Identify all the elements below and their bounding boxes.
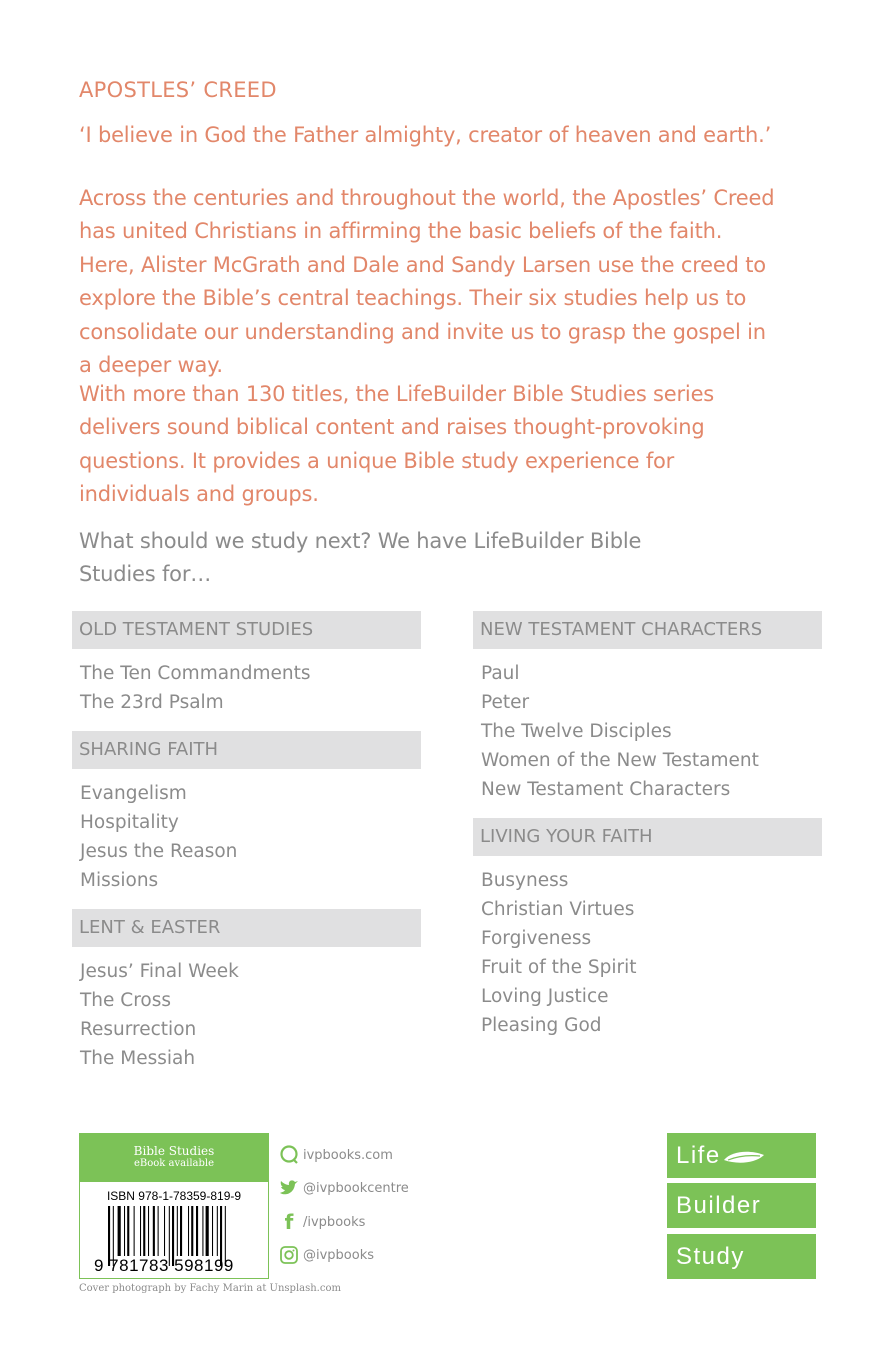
barcode-bar [188, 1206, 189, 1256]
study-title: Jesus the Reason [80, 841, 238, 862]
barcode-bar [191, 1206, 193, 1256]
study-title: Peter [481, 692, 530, 713]
barcode-bar [202, 1206, 203, 1256]
study-title: New Testament Characters [481, 779, 731, 800]
instagram-link[interactable] [279, 1245, 374, 1265]
instagram-handle: @ivpbooks [303, 1247, 375, 1263]
barcode-bar [206, 1206, 209, 1256]
barcode-bar [118, 1206, 121, 1256]
logo-study: Study [667, 1234, 816, 1279]
logo-life-text: Life [676, 1142, 721, 1169]
left-study-list [72, 611, 421, 1087]
barcode-bar [134, 1206, 135, 1256]
barcode-bar [124, 1206, 125, 1256]
facebook-link[interactable] [279, 1212, 365, 1232]
section-heading: LIVING YOUR FAITH [473, 818, 822, 856]
barcode-bar [164, 1206, 165, 1256]
study-list [473, 856, 822, 1054]
twitter-icon [279, 1178, 299, 1198]
study-title: Hospitality [80, 812, 179, 833]
barcode-bar [140, 1206, 141, 1256]
website-text: ivpbooks.com [303, 1147, 393, 1163]
barcode-bar [158, 1206, 159, 1256]
bible-studies-label: Bible Studies [133, 1144, 215, 1158]
study-title: The Messiah [80, 1048, 196, 1069]
study-title: Christian Virtues [481, 899, 635, 920]
study-title: The Ten Commandments [80, 663, 311, 684]
logo-life [667, 1133, 816, 1178]
study-next-paragraph: What should we study next? We have LifeBuilder Bible Studies for… [79, 529, 642, 587]
study-title: Women of the New Testament [481, 750, 759, 771]
study-title: Missions [80, 870, 159, 891]
study-title: Resurrection [80, 1019, 197, 1040]
study-list [72, 769, 421, 909]
barcode-number: 9 781783 598199 [94, 1256, 234, 1275]
study-title: Pleasing God [481, 1015, 602, 1036]
study-title: Paul [481, 663, 520, 684]
section-heading: OLD TESTAMENT STUDIES [72, 611, 421, 649]
ebook-banner [80, 1134, 268, 1182]
photo-credit: Cover photograph by Fachy Marin at Unsplash.com [79, 1283, 341, 1294]
study-title: The Twelve Disciples [481, 721, 672, 742]
logo-builder: Builder [667, 1183, 816, 1228]
barcode-bar [143, 1206, 145, 1256]
barcode-bar [148, 1206, 149, 1256]
website-link[interactable] [279, 1145, 393, 1165]
study-list [72, 649, 421, 731]
facebook-handle: /ivpbooks [303, 1214, 366, 1230]
barcode-bar [177, 1206, 178, 1256]
book-title: APOSTLES’ CREED [79, 78, 277, 102]
barcode-bar [217, 1206, 218, 1256]
barcode-bar [180, 1206, 182, 1256]
study-title: Forgiveness [481, 928, 592, 949]
barcode-bar [212, 1206, 213, 1256]
study-title: The 23rd Psalm [80, 692, 224, 713]
barcode-bar [196, 1206, 198, 1256]
study-title: Loving Justice [481, 986, 609, 1007]
isbn-text: ISBN 978-1-78359-819-9 [106, 1189, 242, 1203]
study-title: Busyness [481, 870, 569, 891]
creed-quote: ‘I believe in God the Father almighty, creator of heaven and earth.’ [79, 123, 772, 147]
section-heading: SHARING FAITH [72, 731, 421, 769]
study-title: Evangelism [80, 783, 187, 804]
section-heading: NEW TESTAMENT CHARACTERS [473, 611, 822, 649]
study-title: The Cross [80, 990, 172, 1011]
twitter-link[interactable] [279, 1178, 409, 1198]
barcode-bar [153, 1206, 155, 1256]
study-list [473, 649, 822, 818]
leaf-icon [722, 1148, 766, 1166]
study-title: Fruit of the Spirit [481, 957, 637, 978]
study-title: Jesus’ Final Week [80, 961, 239, 982]
facebook-icon: f [284, 1210, 294, 1234]
series-paragraph: With more than 130 titles, the LifeBuilder Bible Studies series delivers sound biblical content and raises thought-provoking questions. It provides a unique Bible study experience for individuals and groups. [79, 382, 715, 507]
section-heading: LENT & EASTER [72, 909, 421, 947]
description-paragraph: Across the centuries and throughout the world, the Apostles’ Creed has united Christians in affirming the basic beliefs of the faith. Here, Alister McGrath and Dale and Sandy Larsen use the creed to explore the Bible’s central teachings. Their six studies help us to consolidate our understanding and invite us to grasp the gospel in a deeper way. [79, 186, 775, 378]
study-list [72, 947, 421, 1087]
instagram-icon [279, 1245, 299, 1265]
twitter-handle: @ivpbookcentre [303, 1180, 409, 1196]
right-study-list [473, 611, 822, 1054]
barcode-bar [127, 1206, 129, 1256]
isbn-box [79, 1133, 269, 1279]
ebook-available-label: eBook available [134, 1158, 214, 1169]
speech-bubble-icon [279, 1145, 299, 1165]
